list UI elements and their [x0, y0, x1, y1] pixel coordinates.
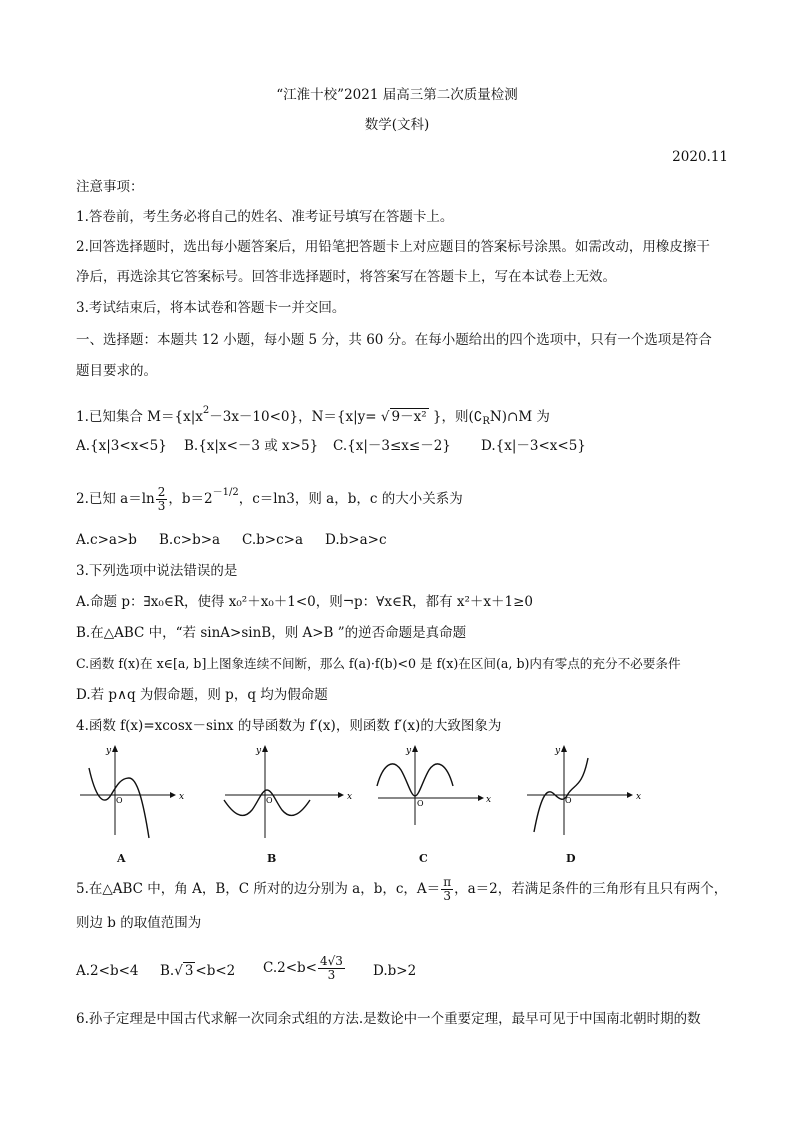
- graph-b: [220, 740, 370, 865]
- q5-text: 5.在△ABC 中，角 A，B，C 所对的边分别为 a，b，c，A＝: [76, 881, 441, 897]
- origin-label: O: [565, 796, 572, 805]
- section-heading-cont: 题目要求的。: [76, 363, 157, 379]
- notice-item: 净后，再选涂其它答案标号。回答非选择题时，将答案写在答题卡上，写在本试卷上无效。: [76, 269, 616, 285]
- graph-d-plot: [522, 740, 672, 845]
- graph-a: [75, 740, 225, 865]
- q2-frac-num: 2: [157, 485, 166, 499]
- arrow-icon: [561, 745, 567, 752]
- origin-label: O: [417, 799, 424, 808]
- arrow-icon: [112, 745, 118, 752]
- q1-subscript: R: [482, 416, 490, 427]
- notice-item: 3.考试结束后，将本试卷和答题卡一并交回。: [76, 300, 346, 316]
- q2-text: ，c＝ln3，则 a，b，c 的大小关系为: [238, 491, 463, 507]
- y-axis-label: y: [406, 746, 412, 756]
- graph-c-plot: [373, 740, 523, 845]
- graph-a-plot: [75, 740, 225, 845]
- graph-label-b: B: [267, 852, 277, 865]
- q5-option-b-label: B.: [160, 963, 175, 979]
- q2-exponent: －1/2: [212, 487, 239, 498]
- exam-subtitle: 数学(文科): [364, 117, 430, 133]
- q2-frac-den: 3: [157, 499, 166, 513]
- y-axis-label: y: [106, 746, 112, 756]
- q2-text: 2.已知 a＝ln: [76, 491, 155, 507]
- q5-option-c-num: 4√3: [320, 954, 343, 968]
- x-axis-label: x: [179, 792, 185, 802]
- q5-text: ，a＝2，若满足条件的三角形有且只有两个，: [454, 881, 728, 897]
- q3-option-b: B.在△ABC 中，“若 sinA>sinB，则 A>B ”的逆否命题是真命题: [76, 625, 467, 641]
- q1-radicand: 9－x²: [391, 409, 427, 425]
- arrow-icon: [338, 792, 344, 798]
- q2-option-d: D.b>a>c: [325, 532, 387, 548]
- notice-item: 1.答卷前，考生务必将自己的姓名、准考证号填写在答题卡上。: [76, 209, 454, 225]
- q5-option-a: A.2<b<4: [76, 963, 139, 979]
- origin-label: O: [116, 796, 123, 805]
- y-axis-label: y: [555, 746, 561, 756]
- q1-option-c: C.{x|－3≤x≤－2}: [333, 438, 451, 454]
- exam-title: “江淮十校”2021 届高三第二次质量检测: [276, 87, 518, 103]
- sqrt-icon: √: [380, 409, 390, 425]
- y-axis-label: y: [256, 746, 262, 756]
- q1-text: 1.已知集合 M＝{x|x: [76, 409, 203, 425]
- q2-option-a: A.c>a>b: [76, 532, 137, 548]
- question-5-stem-cont: 则边 b 的取值范围为: [76, 915, 202, 931]
- origin-label: O: [266, 796, 273, 805]
- q5-option-d: D.b>2: [373, 963, 417, 979]
- q5-option-b-radicand: 3: [184, 963, 194, 979]
- notice-item: 2.回答选择题时，选出每小题答案后，用铅笔把答题卡上对应题目的答案标号涂黑。如需改动，用橡皮擦干: [76, 239, 710, 255]
- graph-label-a: A: [117, 852, 126, 865]
- graph-label-c: C: [419, 852, 428, 865]
- q1-text: }，则(∁: [428, 409, 483, 425]
- q1-superscript: 2: [202, 405, 210, 416]
- q2-option-c: C.b>c>a: [242, 532, 304, 548]
- notice-heading: 注意事项：: [76, 179, 144, 195]
- q3-option-a: A.命题 p：∃x₀∈R，使得 x₀²＋x₀＋1<0，则¬p：∀x∈R，都有 x²＋x＋1≥0: [76, 594, 534, 610]
- arrow-icon: [170, 792, 176, 798]
- q1-option-b: B.{x|x<－3 或 x>5}: [184, 438, 319, 454]
- q4-graph-options: [70, 740, 750, 865]
- question-1-stem: [76, 402, 550, 431]
- graph-label-d: D: [566, 852, 576, 865]
- x-axis-label: x: [636, 792, 642, 802]
- question-2-stem: [76, 484, 463, 513]
- q5-fraction: [441, 876, 453, 903]
- sqrt-icon: √: [174, 963, 183, 979]
- question-3-stem: 3.下列选项中说法错误的是: [76, 563, 238, 579]
- q3-option-c: C.函数 f(x)在 x∈[a, b]上图象连续不间断，那么 f(a)·f(b)<0 是 f(x)在区间(a, b)内有零点的充分不必要条件: [76, 656, 681, 671]
- section-heading: 一、选择题：本题共 12 小题，每小题 5 分，共 60 分。在每小题给出的四个选项中，只有一个选项是符合: [76, 332, 712, 348]
- q2-option-b: B.c>b>a: [159, 532, 221, 548]
- q5-option-b: [160, 962, 235, 980]
- q2-fraction: [156, 486, 168, 513]
- question-5-stem: [76, 876, 727, 903]
- question-4-stem: 4.函数 f(x)=xcosx－sinx 的导函数为 f′(x)，则函数 f′(x)的大致图象为: [76, 718, 502, 734]
- q5-option-b-text: <b<2: [195, 963, 236, 979]
- q1-text: －3x－10<0}，N＝{x|y=: [209, 409, 381, 425]
- question-6-stem: 6.孙子定理是中国古代求解一次同余式组的方法.是数论中一个重要定理，最早可见于中国南北朝时期的数: [76, 1011, 701, 1027]
- q5-option-c-fraction: [318, 955, 345, 982]
- q5-option-c-den: 3: [327, 968, 336, 982]
- graph-b-plot: [220, 740, 370, 845]
- x-axis-label: x: [347, 792, 353, 802]
- q5-option-c-label: C.2<b<: [263, 960, 317, 976]
- q5-option-c: [263, 955, 346, 982]
- q5-frac-den: 3: [443, 889, 451, 903]
- graph-d: [522, 740, 672, 865]
- q5-frac-num: π: [443, 875, 452, 889]
- q1-option-d: D.{x|－3<x<5}: [481, 438, 586, 454]
- q2-text: ，b＝2: [168, 491, 213, 507]
- q1-text: N)∩M 为: [489, 409, 550, 425]
- x-axis-label: x: [486, 795, 492, 805]
- q3-option-d: D.若 p∧q 为假命题，则 p，q 均为假命题: [76, 687, 328, 703]
- arrow-icon: [478, 795, 484, 801]
- exam-date: 2020.11: [672, 149, 728, 165]
- graph-c: [373, 740, 523, 865]
- arrow-icon: [627, 792, 633, 798]
- arrow-icon: [412, 745, 418, 752]
- arrow-icon: [262, 745, 268, 752]
- q1-option-a: A.{x|3<x<5}: [76, 438, 167, 454]
